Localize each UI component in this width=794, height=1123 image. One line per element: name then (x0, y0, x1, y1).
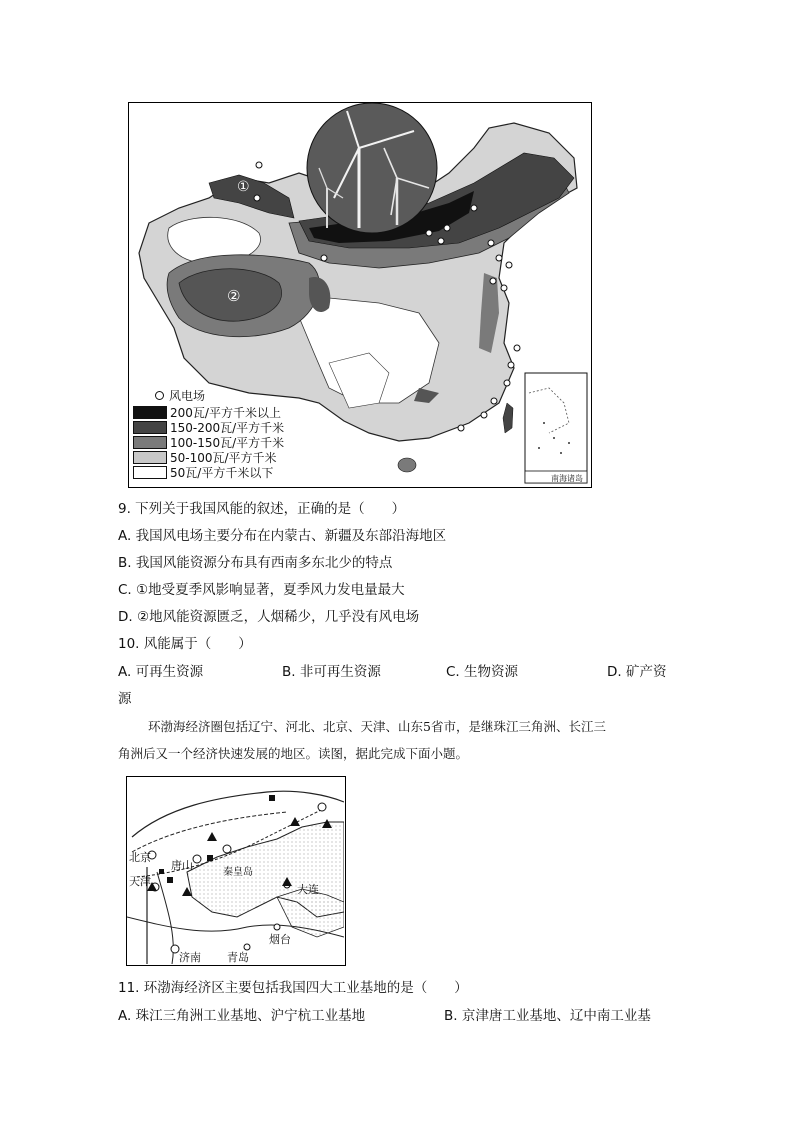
legend-swatch (133, 466, 167, 479)
legend-label: 50-100瓦/平方千米 (170, 451, 277, 465)
legend-label: 200瓦/平方千米以上 (170, 406, 281, 420)
wind-turbine-photo (307, 103, 437, 233)
q10-option-d[interactable]: D. 矿产资 (607, 664, 667, 680)
legend-label: 50瓦/平方千米以下 (170, 466, 274, 480)
q9-option-a[interactable]: A. 我国风电场主要分布在内蒙古、新疆及东部沿海地区 (118, 528, 447, 544)
legend-swatch (133, 451, 167, 464)
q9-option-b[interactable]: B. 我国风能资源分布具有西南多东北少的特点 (118, 555, 393, 571)
legend-wind-farm: 风电场 (133, 387, 284, 403)
hainan-shape (398, 458, 416, 472)
label-jinan: 济南 (179, 951, 201, 964)
marker-2: ② (227, 287, 241, 305)
legend-level-row (133, 435, 284, 450)
legend-level-row (133, 450, 284, 465)
legend-swatch (133, 421, 167, 434)
marker-1: ① (237, 179, 250, 195)
label-qinhuangdao: 秦皇岛 (223, 867, 253, 878)
inset-label: 南海诸岛 (551, 474, 583, 483)
q9-stem: 9. 下列关于我国风能的叙述，正确的是（ ） (118, 501, 406, 517)
label-tangshan: 唐山 (171, 859, 193, 872)
q9-option-d[interactable]: D. ②地风能资源匮乏，人烟稀少，几乎没有风电场 (118, 609, 420, 625)
q10-option-b[interactable]: B. 非可再生资源 (282, 664, 381, 680)
legend-swatch (133, 436, 167, 449)
legend-levels (133, 405, 284, 480)
q11-option-b[interactable]: B. 京津唐工业基地、辽中南工业基 (444, 1008, 651, 1024)
legend-swatch (133, 406, 167, 419)
q10-option-a[interactable]: A. 可再生资源 (118, 664, 204, 680)
q9-option-c[interactable]: C. ①地受夏季风影响显著，夏季风力发电量最大 (118, 582, 405, 598)
taiwan-shape (503, 403, 513, 433)
q10-option-d-wrap: 源 (118, 691, 132, 707)
label-qingdao: 青岛 (227, 951, 249, 964)
q11-option-a[interactable]: A. 珠江三角洲工业基地、沪宁杭工业基地 (118, 1008, 366, 1024)
label-dalian: 大连 (297, 883, 319, 896)
q11-stem: 11. 环渤海经济区主要包括我国四大工业基地的是（ ） (118, 980, 468, 996)
legend-label: 100-150瓦/平方千米 (170, 436, 285, 450)
map-legend (133, 387, 284, 480)
q10-option-c[interactable]: C. 生物资源 (446, 664, 519, 680)
label-beijing: 北京 (129, 851, 151, 864)
q10-stem: 10. 风能属于（ ） (118, 636, 252, 652)
label-tianjin: 天津 (129, 875, 151, 888)
legend-level-row (133, 465, 284, 480)
passage-line-1: 环渤海经济圈包括辽宁、河北、北京、天津、山东5省市，是继珠江三角洲、长江三 (148, 719, 606, 734)
south-china-sea-inset (525, 373, 587, 483)
legend-level-row (133, 420, 284, 435)
legend-label: 150-200瓦/平方千米 (170, 421, 285, 435)
wind-energy-map (128, 102, 592, 488)
bohai-rim-map (126, 776, 346, 966)
passage-line-2: 角洲后又一个经济快速发展的地区。读图，据此完成下面小题。 (118, 746, 469, 761)
wind-farm-circle-icon (155, 391, 164, 400)
legend-level-row (133, 405, 284, 420)
label-yantai: 烟台 (269, 933, 291, 946)
